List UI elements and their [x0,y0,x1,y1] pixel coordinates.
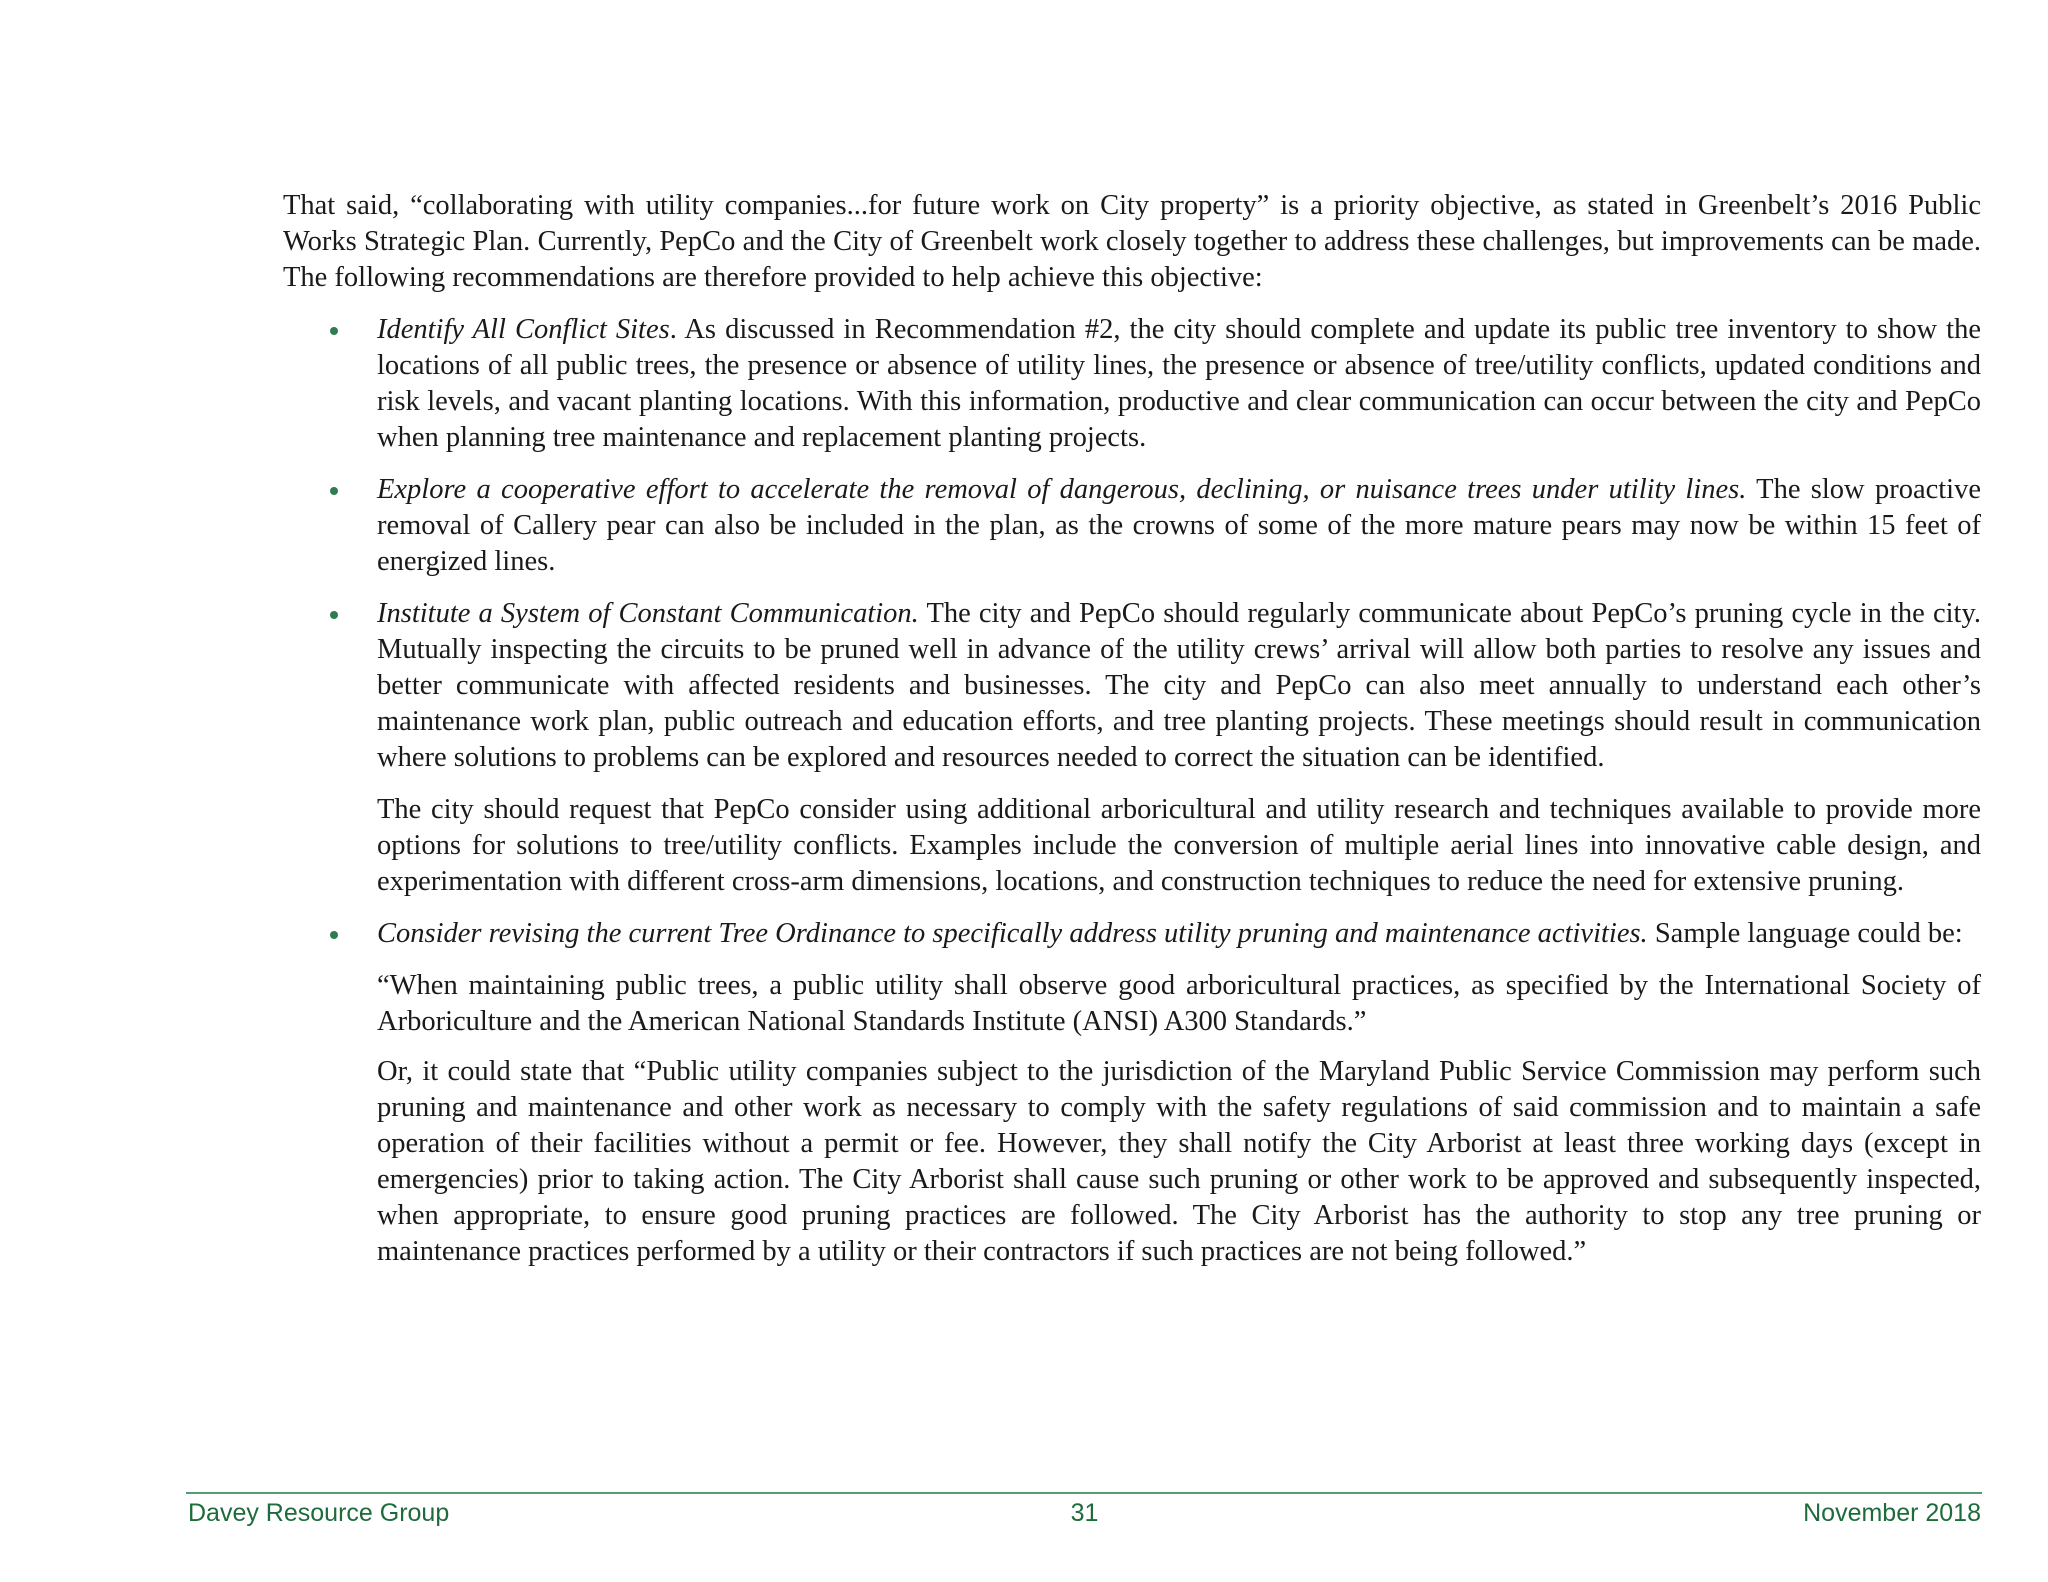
footer-date: November 2018 [1803,1499,1981,1527]
bullet-body: . As discussed in Recommendation #2, the city should complete and update its public tree inventory to show the locations of all public trees, the presence or absence of utility lines, the presence or absence of tree/utility conflicts, updated conditions and risk levels, and vacant planting locations. With this information, productive and clear communication can occur between the city and PepCo when planning tree maintenance and replacement planting projects. [377,314,1981,453]
list-item [283,916,1981,952]
bullet-paragraph [377,472,1981,580]
page-number: 31 [1070,1499,1099,1527]
page-footer [188,1497,1981,1529]
bullet-heading: Explore a cooperative effort to accelerate the removal of dangerous, declining, or nuisance trees under utility lines. [377,474,1747,505]
bullet-heading: Identify All Conflict Sites [377,314,670,345]
bullet-icon [330,327,338,335]
intro-paragraph: That said, “collaborating with utility companies...for future work on City property” is a priority objective, as stated in Greenbelt’s 2016 Public Works Strategic Plan. Currently, PepCo and the City of Greenbelt work closely together to address these challenges, but improvements can be made. The following recommendations are therefore provided to help achieve this objective: [283,190,1981,293]
page-body [283,188,1981,1270]
list-item [283,596,1981,776]
bullet-heading: Institute a System of Constant Communication. [377,598,919,629]
footer-organization: Davey Resource Group [188,1499,450,1527]
bullet-icon [330,931,338,939]
list-item [283,472,1981,580]
bullet-icon [330,611,338,619]
bullet-paragraph [377,916,1981,952]
bullet-heading: Consider revising the current Tree Ordinance to specifically address utility pruning and maintenance activities. [377,918,1648,949]
recommendation-list-continued [283,916,1981,952]
bullet-paragraph [377,596,1981,776]
bullet-icon [330,487,338,495]
bullet-body: Sample language could be: [1647,918,1963,949]
followup-paragraph: The city should request that PepCo consider using additional arboricultural and utility research and techniques available to provide more options for solutions to tree/utility conflicts. Examples include the conversion of multiple aerial lines into innovative cable design, and experimentation with different cross-arm dimensions, locations, and construction techniques to reduce the need for extensive pruning. [377,794,1981,897]
bullet-paragraph [377,312,1981,456]
footer-divider [186,1492,1982,1494]
bullet-body: The city and PepCo should regularly communicate about PepCo’s pruning cycle in the city. Mutually inspecting the circuits to be pruned well in advance of the utility crews’ arrival will allow both parties to resolve any issues and better communicate with affected residents and businesses. The city and PepCo can also meet annually to understand each other’s maintenance work plan, public outreach and education efforts, and tree planting projects. These meetings should result in communication where solutions to problems can be explored and resources needed to correct the situation can be identified. [377,598,1981,773]
bullet-body: The slow proactive removal of Callery pear can also be included in the plan, as the crowns of some of the more mature pears may now be within 15 feet of energized lines. [377,474,1981,577]
recommendation-list [283,312,1981,776]
ordinance-quote: “When maintaining public trees, a public utility shall observe good arboricultural practices, as specified by the International Society of Arboriculture and the American National Standards Institute (ANSI) A300 Standards.” [377,970,1981,1037]
ordinance-alternative: Or, it could state that “Public utility companies subject to the jurisdiction of the Maryland Public Service Commission may perform such pruning and maintenance and other work as necessary to comply with the safety regulations of said commission and to maintain a safe operation of their facilities without a permit or fee. However, they shall notify the City Arborist at least three working days (except in emergencies) prior to taking action. The City Arborist shall cause such pruning or other work to be approved and subsequently inspected, when appropriate, to ensure good pruning practices are followed. The City Arborist has the authority to stop any tree pruning or maintenance practices performed by a utility or their contractors if such practices are not being followed.” [377,1056,1981,1267]
list-item [283,312,1981,456]
